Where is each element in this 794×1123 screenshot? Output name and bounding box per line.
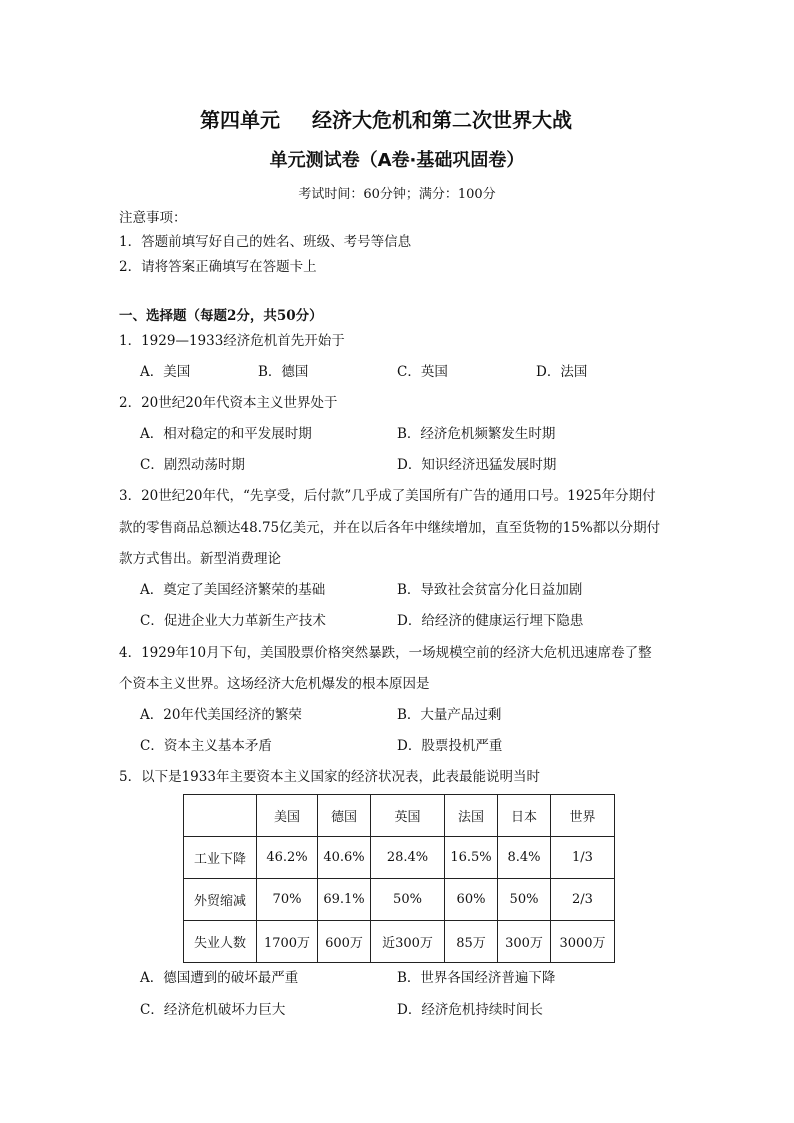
table-cell: 8.4% (498, 837, 551, 879)
question-3-stem: 3．20世纪20年代，“先享受，后付款”几乎成了美国所有广告的通用口号。1925年分期付 (119, 488, 656, 504)
q5-option-b: B．世界各国经济普遍下降 (397, 970, 556, 986)
table-cell: 600万 (318, 921, 371, 963)
table-cell: 日本 (498, 795, 551, 837)
table-cell: 法国 (445, 795, 498, 837)
table-cell: 失业人数 (184, 921, 257, 963)
table-cell: 69.1% (318, 879, 371, 921)
table-cell: 50% (498, 879, 551, 921)
table-cell (184, 795, 257, 837)
table-cell: 85万 (445, 921, 498, 963)
table-cell: 1700万 (257, 921, 318, 963)
q4-option-b: B．大量产品过剩 (397, 707, 502, 723)
page-title (200, 104, 572, 133)
unit-topic: 经济大危机和第二次世界大战 (312, 108, 572, 132)
q5-option-c: C．经济危机破坏力巨大 (140, 1002, 286, 1018)
q1-option-d: D．法国 (536, 364, 588, 380)
q2-option-c: C．剧烈动荡时期 (140, 457, 245, 473)
table-cell: 300万 (498, 921, 551, 963)
q2-option-b: B．经济危机频繁发生时期 (397, 426, 556, 442)
q2-option-a: A．相对稳定的和平发展时期 (140, 426, 312, 442)
question-2-stem: 2．20世纪20年代资本主义世界处于 (119, 395, 338, 411)
table-cell: 外贸缩减 (184, 879, 257, 921)
table-cell: 28.4% (371, 837, 445, 879)
q1-option-b: B．德国 (258, 364, 309, 380)
table-cell: 46.2% (257, 837, 318, 879)
table-row (184, 879, 615, 921)
note-item: 2．请将答案正确填写在答题卡上 (119, 259, 317, 275)
table-cell: 16.5% (445, 837, 498, 879)
exam-info: 考试时间：60分钟；满分：100分 (298, 187, 496, 202)
section-title: 一、选择题（每题2分，共50分） (119, 308, 323, 324)
question-5-stem: 5．以下是1933年主要资本主义国家的经济状况表，此表最能说明当时 (119, 769, 540, 785)
table-cell: 1/3 (551, 837, 615, 879)
table-cell: 工业下降 (184, 837, 257, 879)
table-row (184, 921, 615, 963)
table-cell: 近300万 (371, 921, 445, 963)
q4-option-d: D．股票投机严重 (397, 738, 503, 754)
notes-title: 注意事项： (119, 210, 187, 226)
q1-option-a: A．美国 (140, 364, 191, 380)
q3-option-d: D．给经济的健康运行埋下隐患 (397, 613, 584, 629)
table-cell: 70% (257, 879, 318, 921)
q4-option-c: C．资本主义基本矛盾 (140, 738, 272, 754)
question-3-stem: 款方式售出。新型消费理论 (119, 551, 281, 567)
table-cell: 50% (371, 879, 445, 921)
table-cell: 美国 (257, 795, 318, 837)
table-cell: 60% (445, 879, 498, 921)
table-cell: 世界 (551, 795, 615, 837)
table-cell: 3000万 (551, 921, 615, 963)
q1-option-c: C．英国 (397, 364, 448, 380)
q3-option-a: A．奠定了美国经济繁荣的基础 (140, 582, 326, 598)
q3-option-b: B．导致社会贫富分化日益加剧 (397, 582, 583, 598)
q4-option-a: A．20年代美国经济的繁荣 (140, 707, 302, 723)
q2-option-d: D．知识经济迅猛发展时期 (397, 457, 557, 473)
note-item: 1．答题前填写好自己的姓名、班级、考号等信息 (119, 234, 412, 250)
question-4-stem: 4．1929年10月下旬，美国股票价格突然暴跌，一场规模空前的经济大危机迅速席卷了整 (119, 645, 652, 661)
economy-table (183, 794, 615, 963)
table-row (184, 837, 615, 879)
question-1-stem: 1．1929—1933经济危机首先开始于 (119, 333, 345, 349)
table-cell: 英国 (371, 795, 445, 837)
question-4-stem: 个资本主义世界。这场经济大危机爆发的根本原因是 (119, 676, 430, 692)
question-3-stem: 款的零售商品总额达48.75亿美元，并在以后各年中继续增加，直至货物的15%都以分期付 (119, 520, 661, 536)
q5-option-d: D．经济危机持续时间长 (397, 1002, 543, 1018)
table-cell: 德国 (318, 795, 371, 837)
q5-option-a: A．德国遭到的破坏最严重 (140, 970, 299, 986)
q3-option-c: C．促进企业大力革新生产技术 (140, 613, 326, 629)
table-header-row (184, 795, 615, 837)
page-subtitle: 单元测试卷（A卷·基础巩固卷） (269, 150, 525, 171)
table-cell: 40.6% (318, 837, 371, 879)
table-cell: 2/3 (551, 879, 615, 921)
unit-label: 第四单元 (200, 108, 280, 132)
